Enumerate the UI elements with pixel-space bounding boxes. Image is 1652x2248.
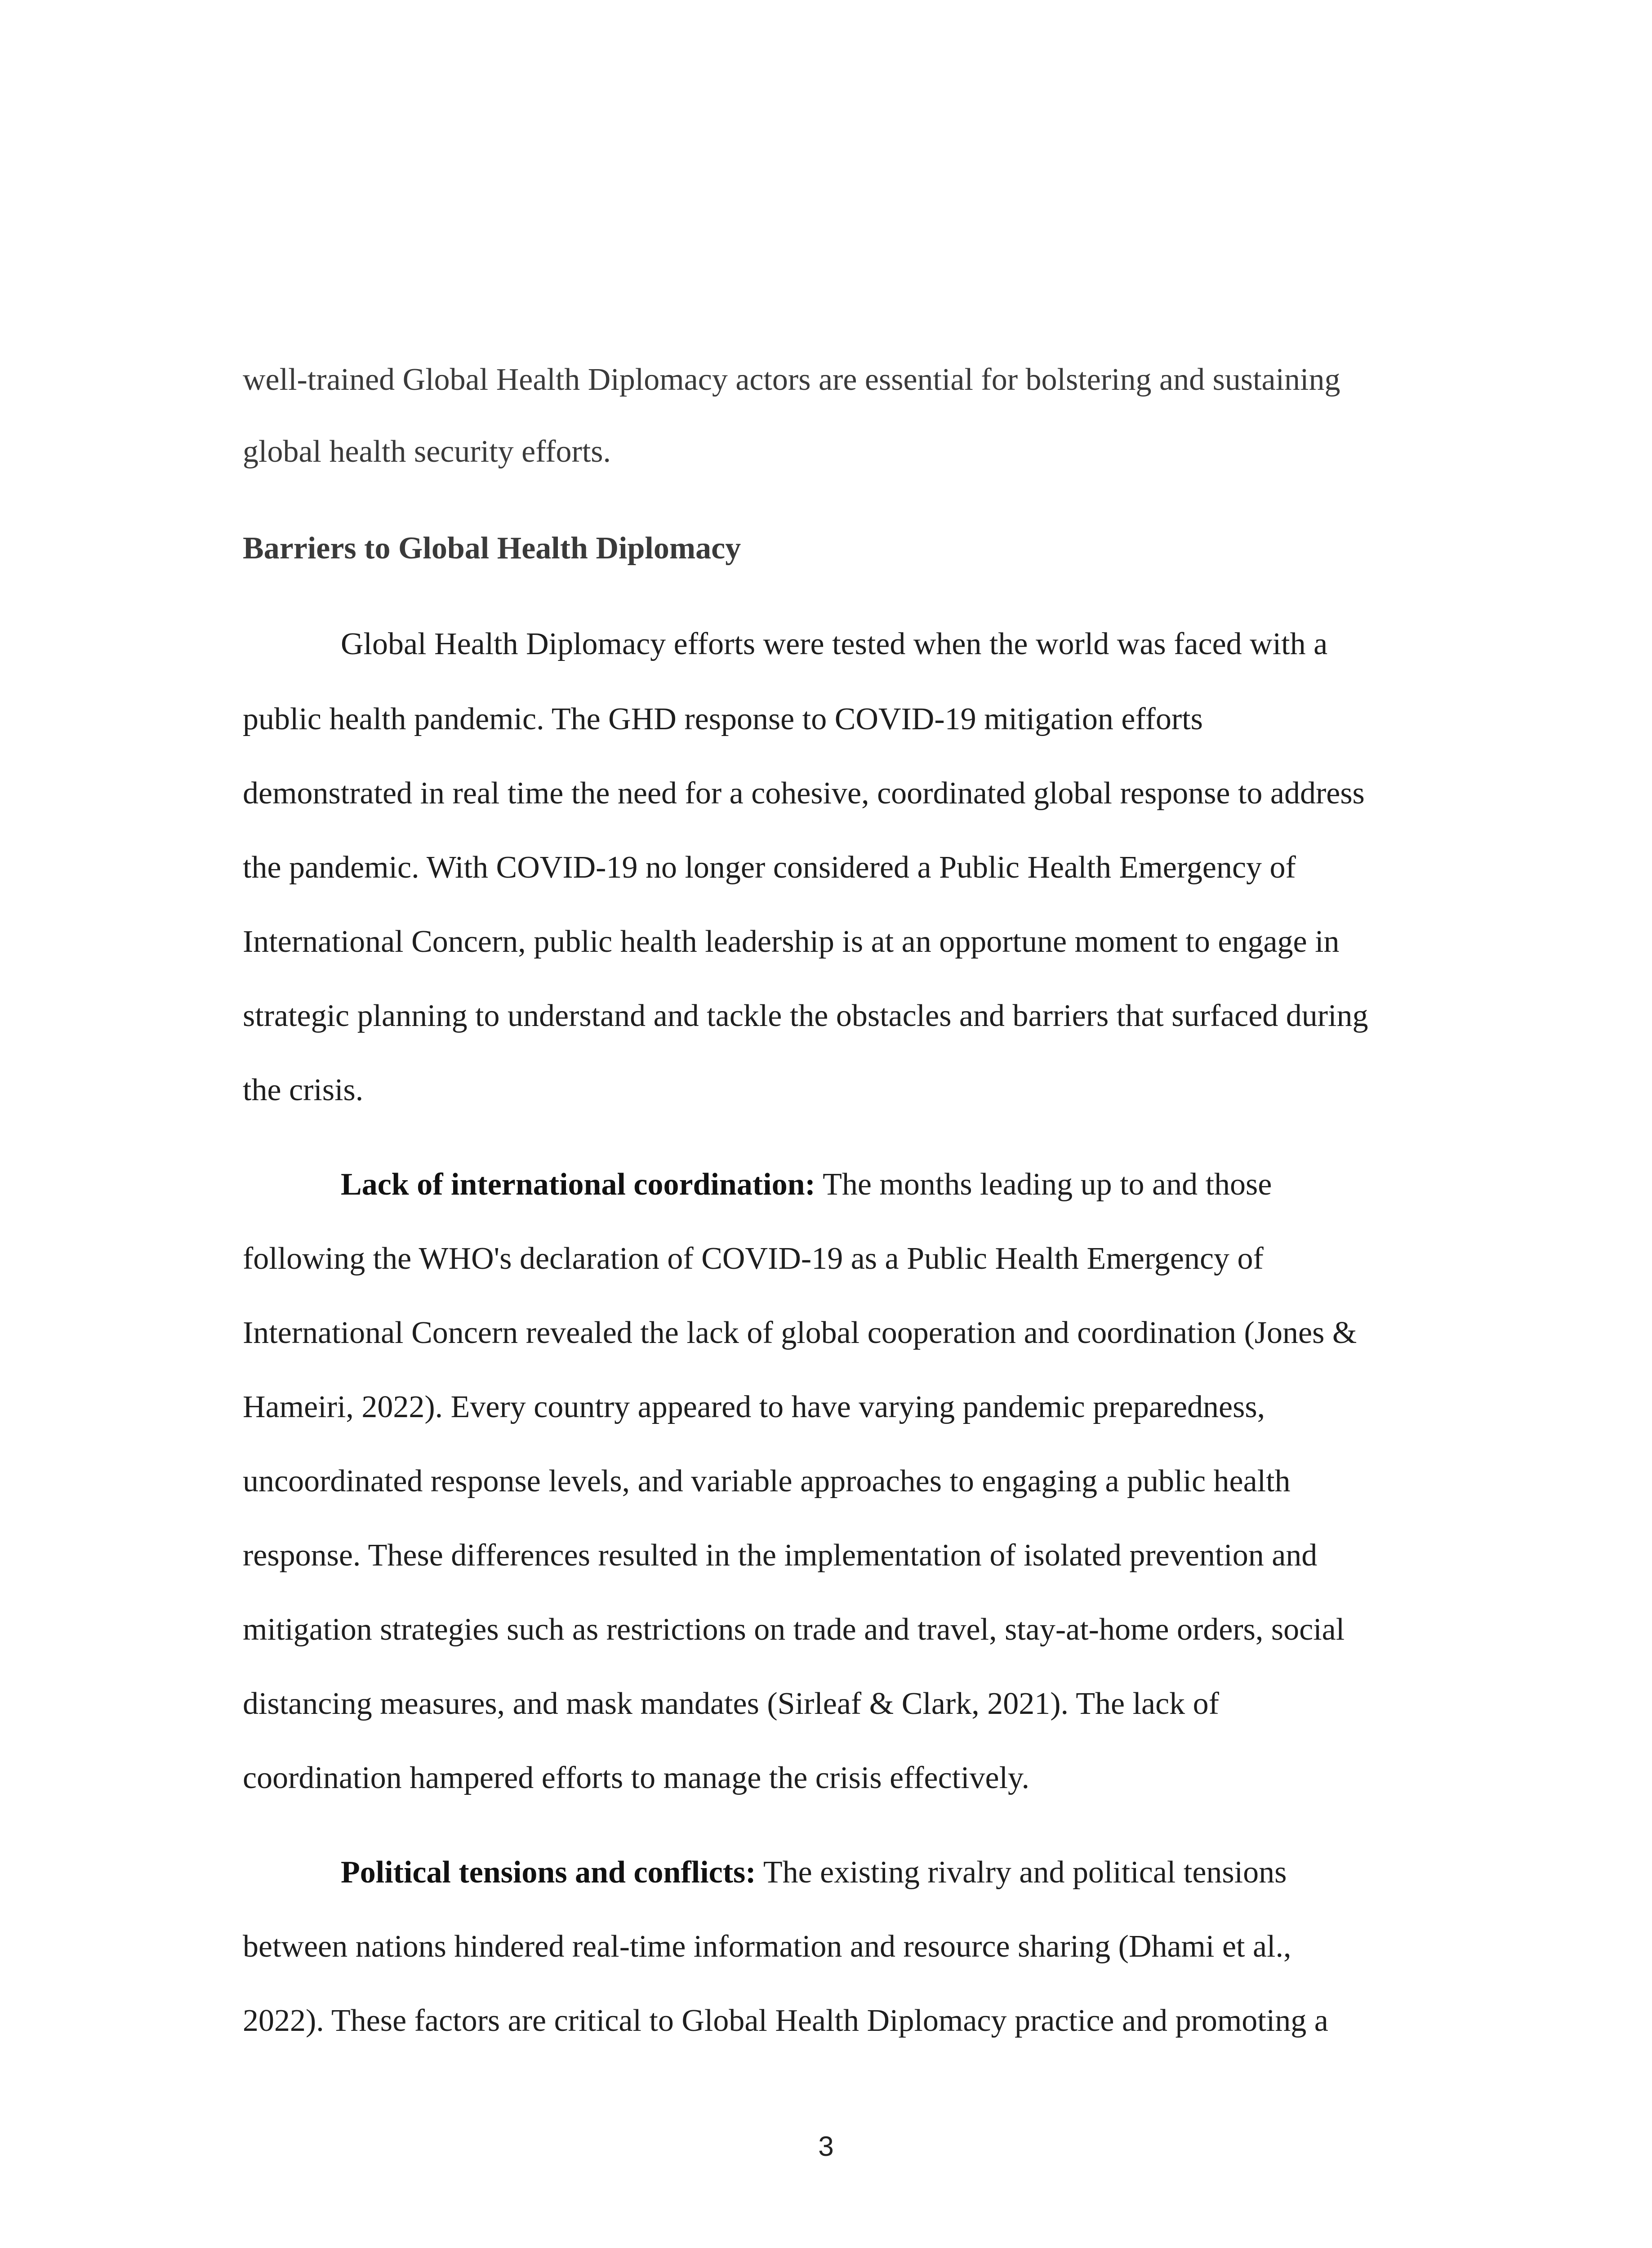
paragraph-3-line-1 bbox=[341, 1852, 1287, 1893]
intro-line-2: global health security efforts. bbox=[243, 434, 611, 469]
paragraph-2-line-8: distancing measures, and mask mandates (Sirleaf & Clark, 2021). The lack of bbox=[243, 1686, 1219, 1721]
page-number: 3 bbox=[818, 2131, 834, 2162]
paragraph-3-line-3: 2022). These factors are critical to Global Health Diplomacy practice and promoting a bbox=[243, 2003, 1328, 2038]
paragraph-2-line-3: International Concern revealed the lack of global cooperation and coordination (Jones & bbox=[243, 1316, 1357, 1350]
paragraph-1-line-2: public health pandemic. The GHD response to COVID-19 mitigation efforts bbox=[243, 702, 1203, 736]
paragraph-2-line-6: response. These differences resulted in the implementation of isolated prevention and bbox=[243, 1538, 1318, 1573]
paragraph-1-line-3: demonstrated in real time the need for a cohesive, coordinated global response to address bbox=[243, 776, 1365, 811]
intro-line-1: well-trained Global Health Diplomacy actors are essential for bolstering and sustaining bbox=[243, 362, 1340, 397]
paragraph-1-line-6: strategic planning to understand and tackle the obstacles and barriers that surfaced during bbox=[243, 999, 1368, 1033]
paragraph-1-line-4: the pandemic. With COVID-19 no longer considered a Public Health Emergency of bbox=[243, 850, 1296, 885]
paragraph-3-first-line-text: The existing rivalry and political tensions bbox=[756, 1855, 1287, 1890]
paragraph-3-line-2: between nations hindered real-time information and resource sharing (Dhami et al., bbox=[243, 1929, 1291, 1964]
paragraph-2-line-7: mitigation strategies such as restrictions on trade and travel, stay-at-home orders, social bbox=[243, 1612, 1345, 1647]
paragraph-2-runin-heading: Lack of international coordination: bbox=[341, 1167, 815, 1202]
paragraph-1-line-1: Global Health Diplomacy efforts were tested when the world was faced with a bbox=[341, 627, 1328, 661]
paragraph-2-line-5: uncoordinated response levels, and variable approaches to engaging a public health bbox=[243, 1464, 1291, 1499]
paragraph-2-line-4: Hameiri, 2022). Every country appeared to have varying pandemic preparedness, bbox=[243, 1390, 1265, 1424]
paragraph-1-line-5: International Concern, public health leadership is at an opportune moment to engage in bbox=[243, 924, 1340, 959]
paragraph-1-line-7: the crisis. bbox=[243, 1073, 364, 1107]
paragraph-2-line-9: coordination hampered efforts to manage the crisis effectively. bbox=[243, 1761, 1029, 1795]
paragraph-3-runin-heading: Political tensions and conflicts: bbox=[341, 1855, 756, 1890]
section-heading: Barriers to Global Health Diplomacy bbox=[243, 531, 741, 566]
paragraph-2-line-1 bbox=[341, 1164, 1272, 1205]
paragraph-2-line-2: following the WHO's declaration of COVID-19 as a Public Health Emergency of bbox=[243, 1241, 1264, 1276]
paragraph-2-first-line-text: The months leading up to and those bbox=[815, 1167, 1272, 1202]
